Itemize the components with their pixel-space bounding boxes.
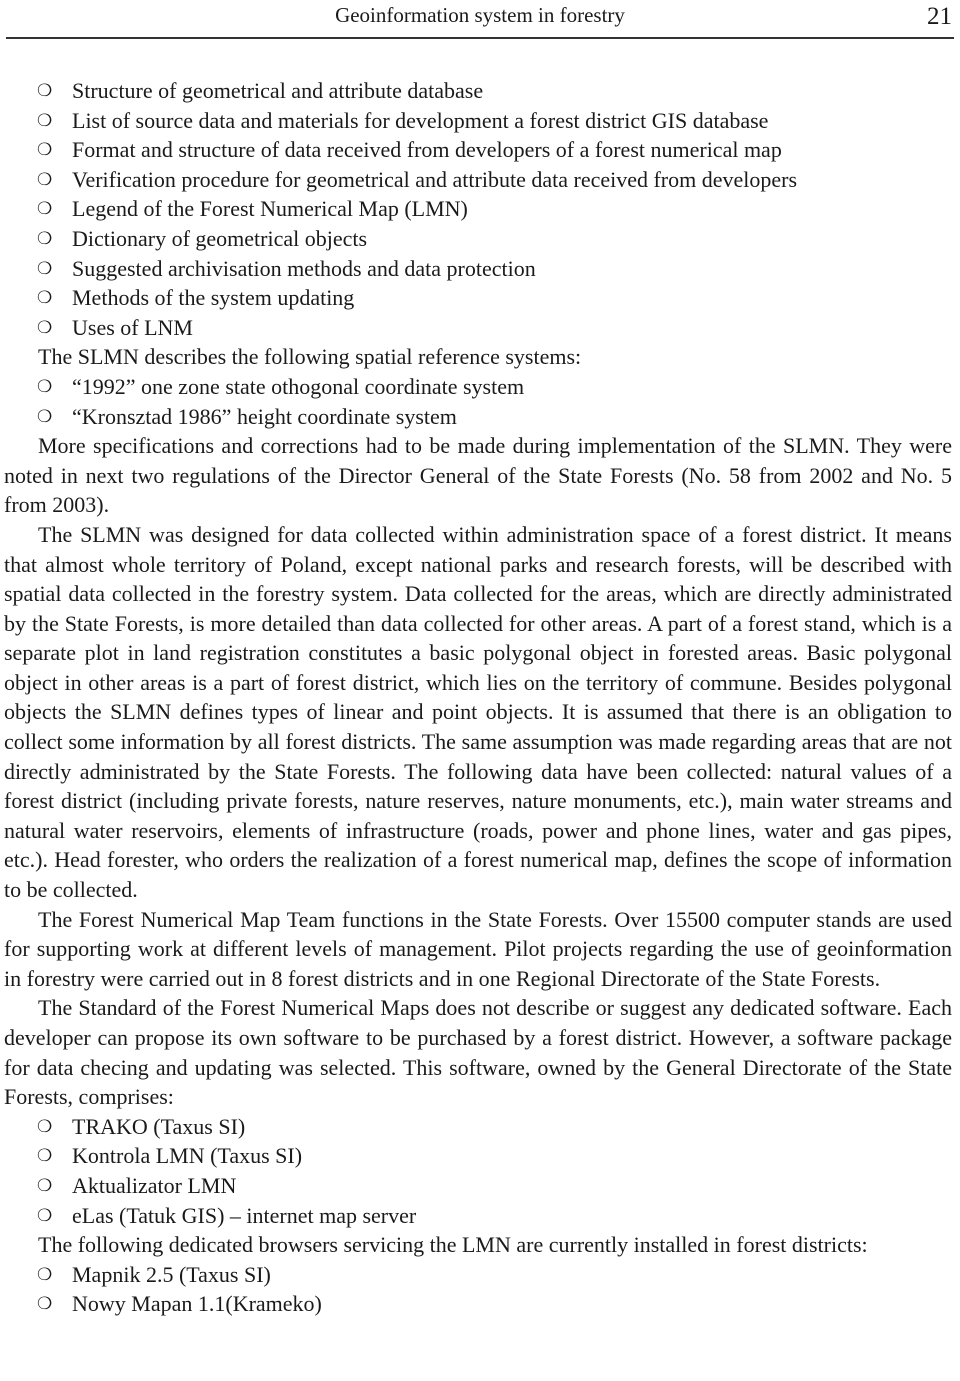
list-item-text: Aktualizator LMN: [72, 1172, 237, 1198]
list-item-text: Suggested archivisation methods and data protection: [72, 255, 536, 281]
spatial-systems-intro: The SLMN describes the following spatial reference systems:: [38, 344, 582, 370]
browsers-intro: The following dedicated browsers servicing the LMN are currently installed in forest districts:: [38, 1232, 868, 1258]
bullet-circle-icon: ❍: [37, 406, 53, 426]
list-item: [4, 313, 952, 343]
software-list: [4, 1112, 952, 1230]
list-item: [4, 1289, 952, 1319]
list-item-text: Nowy Mapan 1.1(Krameko): [72, 1291, 322, 1317]
bullet-circle-icon: ❍: [37, 1264, 53, 1284]
list-item-text: eLas (Tatuk GIS) – internet map server: [72, 1202, 417, 1228]
bullet-circle-icon: ❍: [37, 169, 53, 189]
bullet-circle-icon: ❍: [37, 317, 53, 337]
list-item-text: “Kronsztad 1986” height coordinate system: [72, 403, 457, 429]
list-item-text: Structure of geometrical and attribute database: [72, 78, 484, 103]
list-item: [4, 1112, 952, 1142]
page-header: [6, 0, 954, 39]
bullet-circle-icon: ❍: [37, 228, 53, 248]
running-title: Geoinformation system in forestry: [335, 3, 625, 27]
bullet-circle-icon: ❍: [37, 376, 53, 396]
list-item: [4, 224, 952, 254]
bullet-circle-icon: ❍: [37, 1175, 53, 1195]
bullet-circle-icon: ❍: [37, 110, 53, 130]
page-body: [4, 76, 952, 1319]
contents-list: [4, 76, 952, 342]
bullet-circle-icon: ❍: [37, 81, 53, 100]
list-item: [4, 194, 952, 224]
paragraph-slmn-design: The SLMN was designed for data collected within administration space of a forest district. It means that almost whole territory of Poland, except national parks and research forests, will be described with spatial data collected in the forestry system. Data collected for the areas, which are directly administrated by the State Forests, is more detailed than data collected for other areas. A part of a forest stand, which is a separate plot in land registration constitutes a basic polygonal object in forested areas. Basic polygonal object in other areas is a part of forest district, which lies on the territory of commune. Besides polygonal objects the SLMN defines types of linear and point objects. It is assumed that there is an obligation to collect some information by all forest districts. The same assumption was made regarding areas that are not directly administrated by the State Forests. The following data have been collected: natural values of a forest district (including private forests, nature reserves, nature monuments, etc.), main water streams and natural water reservoirs, elements of infrastructure (roads, power and phone lines, water and gas pipes, etc.). Head forester, who orders the realization of a forest numerical map, defines the scope of information to be collected.: [4, 521, 952, 903]
bullet-circle-icon: ❍: [37, 140, 53, 160]
bullet-circle-icon: ❍: [37, 1116, 53, 1136]
bullet-circle-icon: ❍: [37, 1146, 53, 1166]
bullet-circle-icon: ❍: [37, 1205, 53, 1225]
list-item: [4, 1141, 952, 1171]
list-item: [4, 372, 952, 402]
list-item: [4, 1201, 952, 1231]
paragraph-map-team: The Forest Numerical Map Team functions in the State Forests. Over 15500 computer stands are used for supporting work at different levels of management. Pilot projects regarding the use of geoinformation in forestry were carried out in 8 forest districts and in one Regional Directorate of the State Forests.: [4, 906, 952, 991]
paragraph-standard: The Standard of the Forest Numerical Maps does not describe or suggest any dedicated software. Each developer can propose its own software to be purchased by a forest district. However, a software package for data checing and updating was selected. This software, owned by the General Directorate of the State Forests, comprises:: [4, 995, 952, 1110]
list-item: [4, 165, 952, 195]
list-item-text: Dictionary of geometrical objects: [72, 225, 368, 251]
list-item-text: Methods of the system updating: [72, 285, 355, 311]
paragraph-specifications: More specifications and corrections had to be made during implementation of the SLMN. They were noted in next two regulations of the Director General of the State Forests (No. 58 from 2002 and No. 5 from 2003).: [4, 433, 952, 518]
list-item: [4, 1171, 952, 1201]
list-item: [4, 283, 952, 313]
list-item: [4, 1260, 952, 1290]
list-item: [4, 254, 952, 284]
page-number: 21: [927, 3, 952, 30]
list-item: [4, 106, 952, 136]
list-item-text: List of source data and materials for development a forest district GIS database: [72, 107, 769, 133]
bullet-circle-icon: ❍: [37, 1294, 53, 1314]
list-item-text: Format and structure of data received from developers of a forest numerical map: [72, 137, 782, 163]
bullet-circle-icon: ❍: [37, 258, 53, 278]
bullet-circle-icon: ❍: [37, 199, 53, 219]
bullet-circle-icon: ❍: [37, 288, 53, 308]
list-item: [4, 402, 952, 432]
list-item-text: Legend of the Forest Numerical Map (LMN): [72, 196, 468, 222]
browsers-list: [4, 1260, 952, 1319]
reference-systems-list: [4, 372, 952, 431]
list-item: [4, 76, 952, 106]
list-item-text: “1992” one zone state othogonal coordinate system: [72, 373, 525, 399]
list-item-text: TRAKO (Taxus SI): [72, 1113, 246, 1139]
list-item-text: Mapnik 2.5 (Taxus SI): [72, 1261, 271, 1287]
list-item-text: Uses of LNM: [72, 314, 193, 340]
list-item-text: Verification procedure for geometrical and attribute data received from developers: [72, 166, 798, 192]
list-item: [4, 135, 952, 165]
list-item-text: Kontrola LMN (Taxus SI): [72, 1143, 303, 1169]
